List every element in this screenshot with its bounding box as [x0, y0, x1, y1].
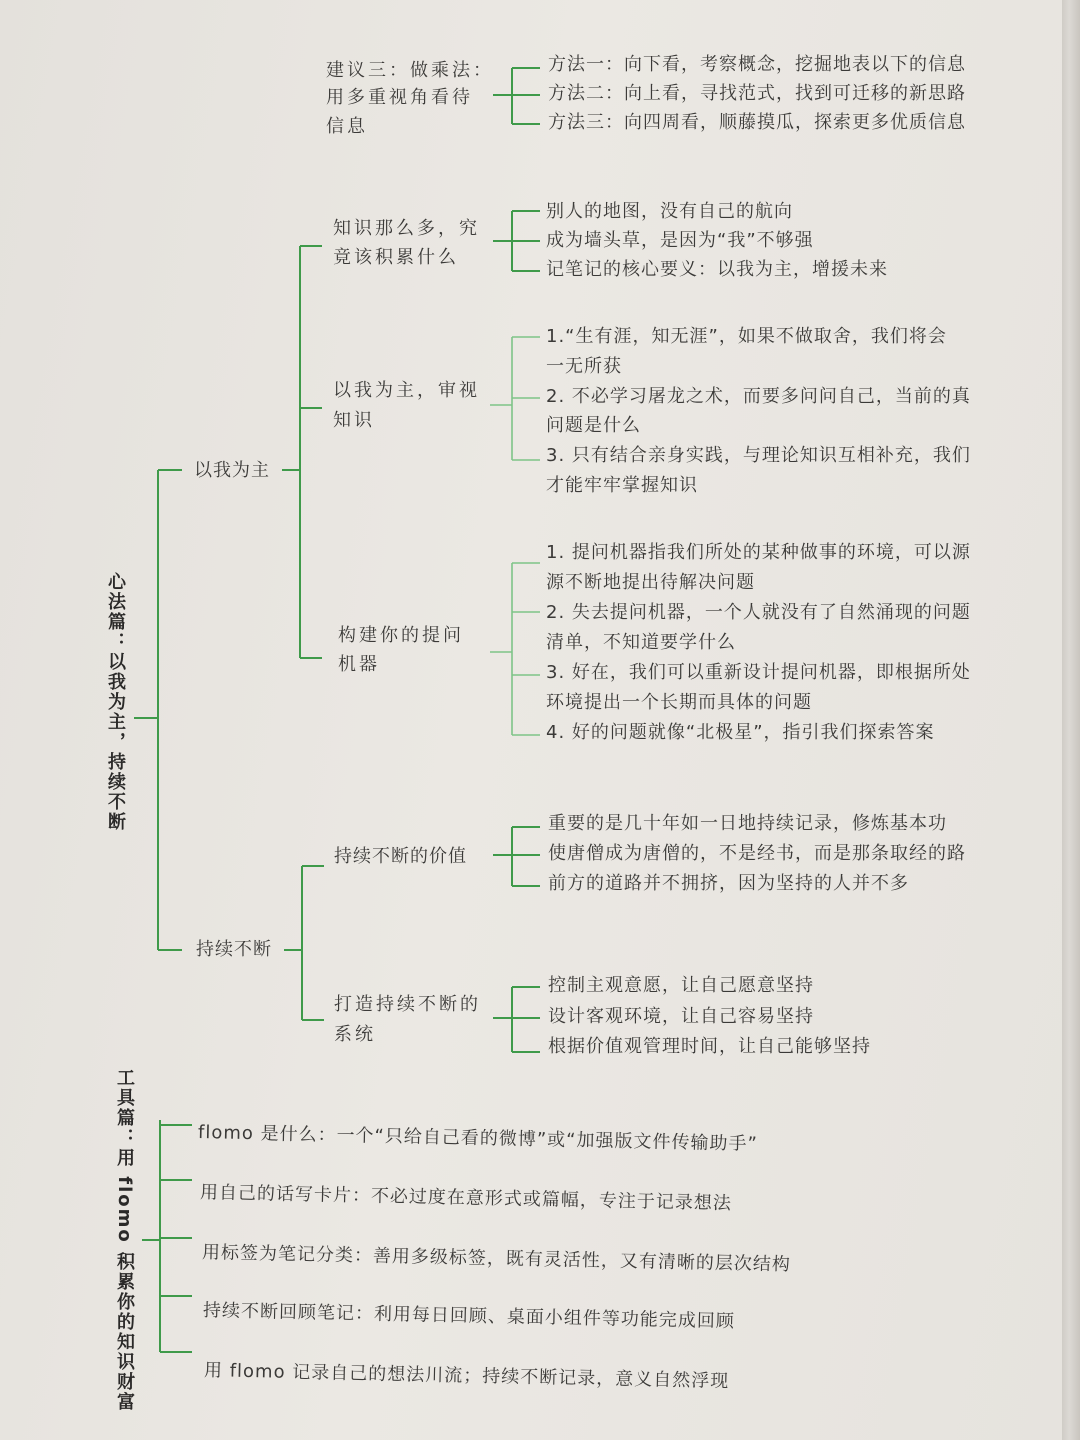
- leaf-examine-2-line2: 问题是什么: [546, 415, 641, 436]
- connector-persist: [284, 866, 324, 1020]
- leaf-question-1-line1: 1. 提问机器指我们所处的某种做事的环境，可以源: [546, 542, 971, 563]
- leaf-what-3: 记笔记的核心要义：以我为主，增援未来: [546, 259, 888, 280]
- connector-value: [493, 827, 540, 886]
- leaf-method-2: 方法二：向上看，寻找范式，找到可迁移的新思路: [548, 83, 966, 104]
- leaf-tool-5: 用 flomo 记录自己的想法川流；持续不断记录，意义自然浮现: [203, 1360, 730, 1392]
- leaf-method-3: 方法三：向四周看，顺藤摸瓜，探索更多优质信息: [548, 112, 966, 133]
- leaf-examine-1-line2: 一无所获: [546, 356, 622, 377]
- node-what-line1: 知识那么多，究: [333, 218, 480, 239]
- leaf-system-3: 根据价值观管理时间，让自己能够坚持: [548, 1036, 871, 1057]
- connector-examine: [490, 337, 540, 460]
- connector-self: [282, 246, 322, 658]
- leaf-question-4-line1: 4. 好的问题就像“北极星”，指引我们探索答案: [546, 722, 935, 743]
- leaf-value-1: 重要的是几十年如一日地持续记录，修炼基本功: [548, 813, 947, 834]
- leaf-question-3-line2: 环境提出一个长期而具体的问题: [546, 692, 812, 713]
- leaf-examine-3-line2: 才能牢牢掌握知识: [546, 475, 698, 496]
- leaf-examine-2-line1: 2. 不必学习屠龙之术，而要多问问自己，当前的真: [546, 386, 971, 407]
- leaf-what-1: 别人的地图，没有自己的航向: [546, 201, 793, 222]
- leaf-question-2-line1: 2. 失去提问机器，一个人就没有了自然涌现的问题: [546, 602, 971, 623]
- node-examine-line2: 知识: [333, 410, 375, 431]
- leaf-tool-4: 持续不断回顾笔记：利用每日回顾、桌面小组件等功能完成回顾: [202, 1300, 736, 1333]
- connector-suggestion3: [493, 68, 540, 124]
- node-system-line2: 系统: [334, 1024, 376, 1045]
- leaf-question-2-line2: 清单，不知道要学什么: [546, 632, 736, 653]
- leaf-system-1: 控制主观意愿，让自己愿意坚持: [548, 975, 814, 996]
- leaf-question-3-line1: 3. 好在，我们可以重新设计提问机器，即根据所处: [546, 662, 971, 683]
- section-mind-title: 心法篇：以我为主，持续不断: [105, 572, 126, 832]
- leaf-tool-3: 用标签为笔记分类：善用多级标签，既有灵活性，又有清晰的层次结构: [201, 1242, 792, 1276]
- node-persist: 持续不断: [196, 939, 272, 960]
- leaf-tool-1: flomo 是什么：一个“只给自己看的微博”或“加强版文件传输助手”: [197, 1122, 758, 1155]
- node-suggestion3-line1: 建议三：做乘法：: [326, 60, 494, 81]
- book-binding-edge: [1062, 0, 1080, 1440]
- node-question-line1: 构建你的提问: [338, 625, 464, 646]
- connector-tools: [142, 1120, 192, 1352]
- leaf-what-2: 成为墙头草，是因为“我”不够强: [546, 230, 814, 251]
- node-system-line1: 打造持续不断的: [334, 994, 481, 1015]
- leaf-value-2: 使唐僧成为唐僧的，不是经书，而是那条取经的路: [548, 843, 966, 864]
- node-question-line2: 机器: [338, 654, 380, 675]
- node-suggestion3-line2: 用多重视角看待: [326, 87, 473, 108]
- leaf-method-1: 方法一：向下看，考察概念，挖掘地表以下的信息: [548, 54, 966, 75]
- node-self: 以我为主: [194, 460, 270, 481]
- leaf-tool-2: 用自己的话写卡片：不必过度在意形式或篇幅，专注于记录想法: [199, 1182, 733, 1215]
- leaf-examine-3-line1: 3. 只有结合亲身实践，与理论知识互相补充，我们: [546, 445, 971, 466]
- connector-mind-root: [134, 470, 182, 950]
- connector-system: [493, 987, 540, 1052]
- leaf-question-1-line2: 源不断地提出待解决问题: [546, 572, 755, 593]
- leaf-system-2: 设计客观环境，让自己容易坚持: [548, 1006, 814, 1027]
- section-tools-title: 工具篇：用 flomo 积累你的知识财富: [114, 1068, 135, 1413]
- connector-question: [490, 563, 540, 735]
- node-suggestion3-line3: 信息: [326, 116, 368, 137]
- node-what-line2: 竟该积累什么: [333, 247, 459, 268]
- connector-what: [493, 211, 540, 271]
- leaf-examine-1-line1: 1.“生有涯，知无涯”，如果不做取舍，我们将会: [546, 326, 947, 347]
- node-examine-line1: 以我为主，审视: [333, 380, 480, 401]
- leaf-value-3: 前方的道路并不拥挤，因为坚持的人并不多: [548, 873, 909, 894]
- node-value: 持续不断的价值: [334, 846, 467, 867]
